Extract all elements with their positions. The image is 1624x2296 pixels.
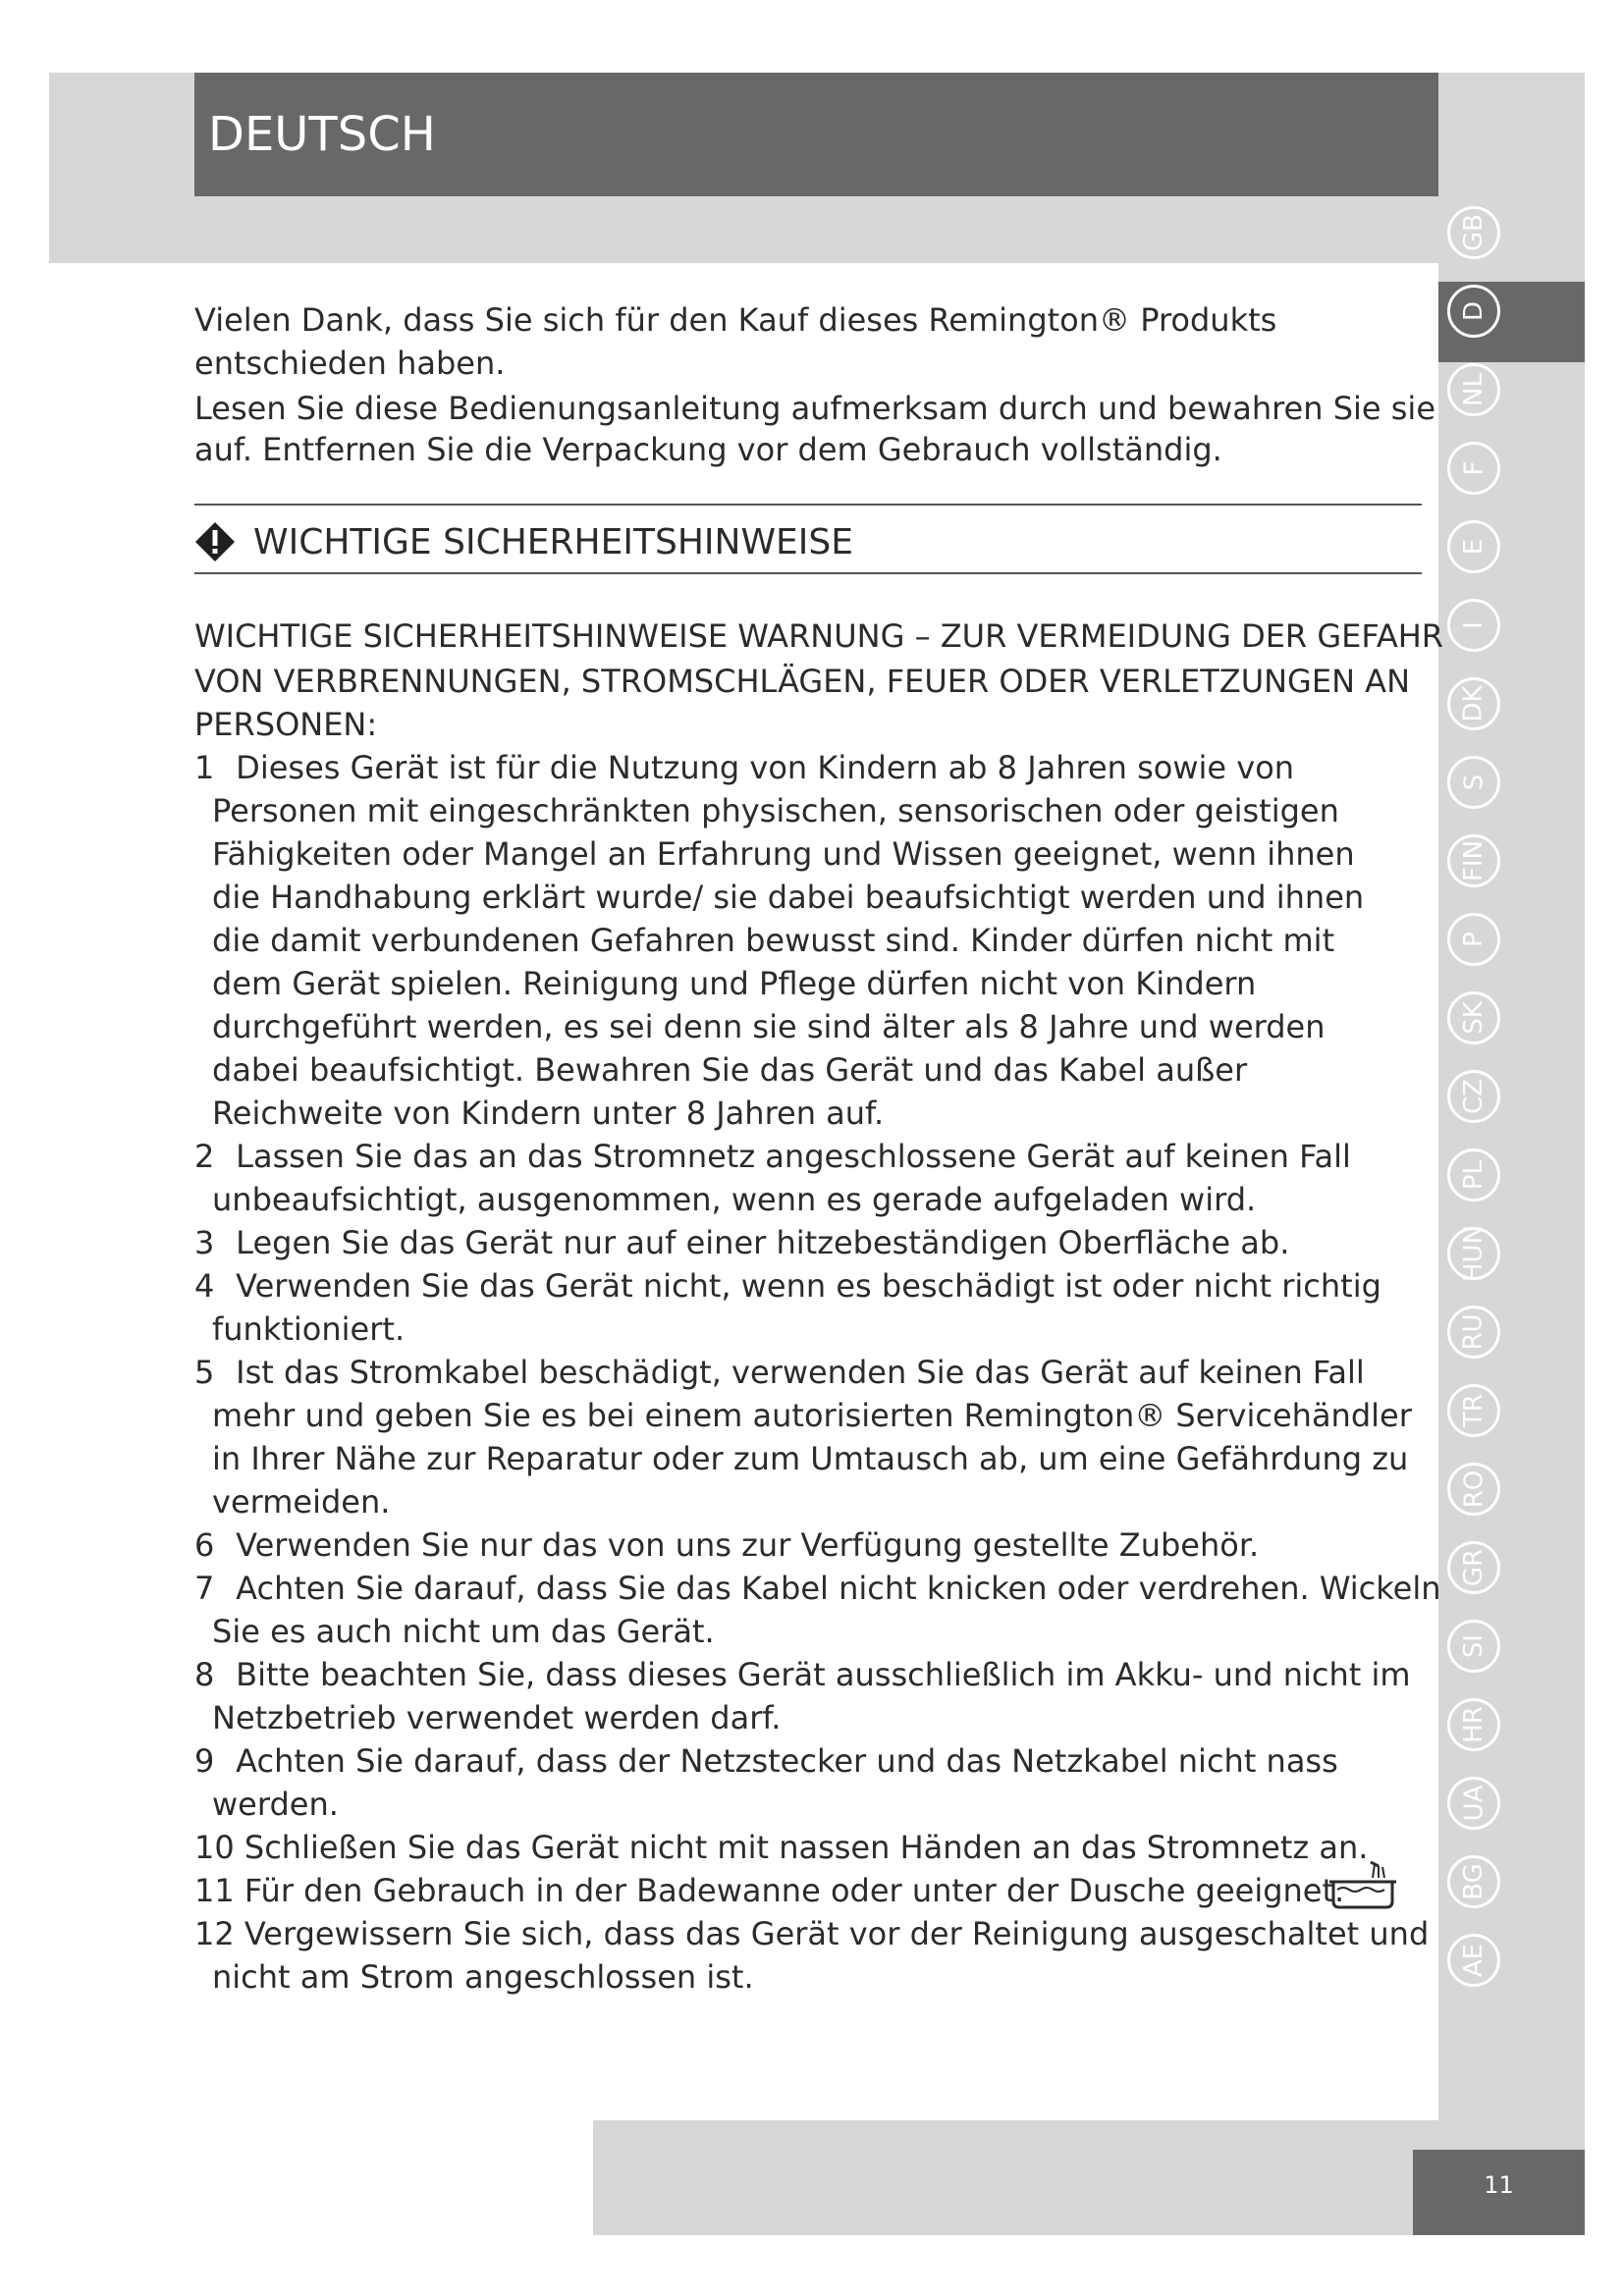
lang-tab-si[interactable]: [1447, 1617, 1500, 1676]
section-title: WICHTIGE SICHERHEITSHINWEISE: [253, 521, 853, 562]
lang-label: FIN: [1458, 839, 1489, 882]
safety-item-line: [194, 1869, 1432, 1912]
lang-label: RO: [1459, 1469, 1489, 1509]
safety-item-line: [194, 876, 1432, 919]
lang-pill: [1447, 1070, 1500, 1123]
safety-item-line: [194, 1135, 1432, 1178]
lang-pill: [1447, 756, 1500, 809]
lang-label: BG: [1459, 1863, 1489, 1900]
lang-label: NL: [1459, 373, 1489, 406]
lang-label: I: [1458, 621, 1489, 629]
safety-item-line: [194, 1178, 1432, 1221]
item-text: nicht am Strom angeschlossen ist.: [212, 1958, 754, 1996]
lang-tab-ua[interactable]: [1447, 1774, 1500, 1833]
lang-label: TR: [1458, 1394, 1489, 1427]
lang-pill: [1447, 1306, 1500, 1359]
safety-item-11: [194, 1869, 1432, 1912]
lang-label: PL: [1458, 1159, 1489, 1191]
item-text: funktioniert.: [212, 1310, 406, 1348]
safety-item-line: [194, 1480, 1432, 1523]
lang-pill: [1447, 442, 1500, 495]
lang-tab-pl[interactable]: [1447, 1146, 1500, 1204]
safety-item-10: [194, 1826, 1432, 1869]
lang-label: CZ: [1459, 1079, 1489, 1114]
item-text: Verwenden Sie das Gerät nicht, wenn es beschädigt ist oder nicht richtig: [236, 1267, 1381, 1305]
safety-item-line: [194, 1351, 1432, 1394]
lang-pill: [1447, 1148, 1500, 1201]
item-text: werden.: [212, 1786, 339, 1823]
lang-tab-fin[interactable]: [1447, 831, 1500, 890]
safety-item-line: [194, 962, 1432, 1005]
lang-tab-i[interactable]: [1447, 596, 1500, 655]
safety-item-line: [194, 1394, 1432, 1437]
lang-pill: [1447, 599, 1500, 652]
safety-item-line: [194, 1955, 1432, 1999]
lang-pill: [1447, 834, 1500, 887]
item-text: dem Gerät spielen. Reinigung und Pflege dürfen nicht von Kindern: [212, 965, 1257, 1002]
lang-label: F: [1459, 460, 1489, 476]
warning-diamond-icon: [194, 521, 236, 562]
item-text: Dieses Gerät ist für die Nutzung von Kindern ab 8 Jahren sowie von: [236, 749, 1295, 786]
item-text: in Ihrer Nähe zur Reparatur oder zum Umtausch ab, um eine Gefährdung zu: [212, 1440, 1409, 1477]
item-text: die damit verbundenen Gefahren bewusst sind. Kinder dürfen nicht mit: [212, 922, 1335, 959]
lang-label: HR: [1459, 1706, 1489, 1743]
lang-pill: [1447, 677, 1500, 730]
safety-item-line: [194, 1653, 1432, 1696]
lang-label: GB: [1458, 214, 1489, 251]
lang-pill: [1447, 991, 1500, 1044]
safety-item-9: [194, 1739, 1432, 1826]
safety-item-line: [194, 1092, 1432, 1135]
safety-item-line: [194, 919, 1432, 962]
safety-item-line: [194, 1739, 1432, 1783]
lang-pill: [1447, 1855, 1500, 1908]
item-number: 2: [194, 1138, 215, 1175]
lang-tab-gr[interactable]: [1447, 1538, 1500, 1597]
item-number: 11: [194, 1872, 235, 1909]
safety-item-line: [194, 1264, 1432, 1308]
safety-item-5: [194, 1351, 1432, 1523]
item-text: unbeaufsichtigt, ausgenommen, wenn es gerade aufgeladen wird.: [212, 1181, 1257, 1218]
lang-tab-hun[interactable]: [1447, 1224, 1500, 1283]
safety-item-6: [194, 1523, 1432, 1567]
item-number: 3: [194, 1224, 215, 1261]
item-text: durchgeführt werden, es sei denn sie sind älter als 8 Jahre und werden: [212, 1008, 1326, 1045]
safety-item-3: [194, 1221, 1432, 1264]
item-text: Ist das Stromkabel beschädigt, verwenden Sie das Gerät auf keinen Fall: [236, 1354, 1365, 1391]
lang-tab-hr[interactable]: [1447, 1695, 1500, 1754]
lang-tab-p[interactable]: [1447, 910, 1500, 969]
lang-pill: [1447, 520, 1500, 573]
footer-band: [593, 2120, 1438, 2235]
item-text: Legen Sie das Gerät nur auf einer hitzebeständigen Oberfläche ab.: [236, 1224, 1290, 1261]
lang-tab-sk[interactable]: [1447, 988, 1500, 1047]
intro-line-1: Vielen Dank, dass Sie sich für den Kauf dieses Remington® Produkts: [194, 301, 1277, 339]
lang-pill: [1447, 1620, 1500, 1673]
item-text: vermeiden.: [212, 1483, 391, 1521]
lang-pill: [1447, 1463, 1500, 1516]
safety-item-line: [194, 1221, 1432, 1264]
intro-line-3: Lesen Sie diese Bedienungsanleitung aufmerksam durch und bewahren Sie sie: [194, 390, 1435, 427]
item-number: 5: [194, 1354, 215, 1391]
intro-line-2: entschieden haben.: [194, 345, 506, 382]
lang-tab-ro[interactable]: [1447, 1460, 1500, 1519]
lang-tab-gb[interactable]: [1447, 203, 1500, 262]
safety-item-7: [194, 1567, 1441, 1653]
item-text: die Handhabung erklärt wurde/ sie dabei beaufsichtigt werden und ihnen: [212, 879, 1365, 916]
safety-item-line: [194, 1523, 1432, 1567]
lang-pill: [1447, 1777, 1500, 1830]
lang-tab-cz[interactable]: [1447, 1067, 1500, 1126]
item-text: Achten Sie darauf, dass Sie das Kabel nicht knicken oder verdrehen. Wickeln: [236, 1570, 1441, 1607]
lang-tab-ru[interactable]: [1447, 1303, 1500, 1362]
item-text: Verwenden Sie nur das von uns zur Verfügung gestellte Zubehör.: [236, 1526, 1260, 1564]
lang-tab-tr[interactable]: [1447, 1381, 1500, 1440]
item-text: Personen mit eingeschränkten physischen, sensorischen oder geistigen: [212, 792, 1339, 829]
item-text: Fähigkeiten oder Mangel an Erfahrung und Wissen geeignet, wenn ihnen: [212, 835, 1355, 873]
lang-tab-bg[interactable]: [1447, 1852, 1500, 1911]
section-rule-top: [194, 504, 1422, 506]
page-number: 11: [1484, 2171, 1514, 2199]
section-heading: [194, 512, 853, 571]
lang-label: RU: [1458, 1313, 1489, 1351]
safety-item-12: [194, 1912, 1432, 1999]
lang-label: DK: [1458, 685, 1489, 722]
item-number: 9: [194, 1742, 215, 1780]
section-rule-bottom: [194, 572, 1422, 574]
item-text: Vergewissern Sie sich, dass das Gerät vor der Reinigung ausgeschaltet und: [244, 1915, 1430, 1952]
lang-tab-d[interactable]: [1447, 282, 1500, 341]
lang-pill: [1447, 1224, 1500, 1283]
lang-tab-nl[interactable]: [1447, 360, 1500, 419]
lang-pill: [1447, 1934, 1500, 1987]
safety-item-line: [194, 1826, 1432, 1869]
lang-label: P: [1459, 932, 1489, 947]
safety-item-1: [194, 746, 1432, 1135]
item-number: 12: [194, 1915, 235, 1952]
item-text: Netzbetrieb verwendet werden darf.: [212, 1699, 782, 1736]
lang-pill: [1447, 1384, 1500, 1437]
lang-pill: [1447, 363, 1500, 416]
lang-pill: [1447, 1541, 1500, 1594]
item-text: mehr und geben Sie es bei einem autorisierten Remington® Servicehändler: [212, 1397, 1412, 1434]
item-text: Achten Sie darauf, dass der Netzstecker und das Netzkabel nicht nass: [236, 1742, 1338, 1780]
safety-item-line: [194, 832, 1432, 876]
item-number: 6: [194, 1526, 215, 1564]
safety-item-line: [194, 1912, 1432, 1955]
intro-line-4: auf. Entfernen Sie die Verpackung vor dem Gebrauch vollständig.: [194, 431, 1222, 468]
safety-item-line: [194, 1610, 1432, 1653]
safety-item-4: [194, 1264, 1432, 1351]
lang-label: UA: [1458, 1785, 1489, 1822]
page-title: DEUTSCH: [208, 107, 436, 162]
lang-pill: [1447, 206, 1500, 259]
lang-label: E: [1459, 538, 1489, 556]
lang-label: GR: [1459, 1548, 1489, 1587]
item-text: Sie es auch nicht um das Gerät.: [212, 1613, 715, 1650]
lang-label: HUN: [1459, 1224, 1489, 1283]
item-number: 1: [194, 749, 215, 786]
item-text: Für den Gebrauch in der Badewanne oder unter der Dusche geeignet.: [244, 1872, 1345, 1909]
lang-label: S: [1458, 774, 1489, 791]
bathtub-shower-icon: [1327, 1858, 1398, 1911]
lang-pill: [1447, 285, 1500, 338]
item-text: Reichweite von Kindern unter 8 Jahren auf.: [212, 1095, 885, 1132]
warning-line-1: WICHTIGE SICHERHEITSHINWEISE WARNUNG – ZUR VERMEIDUNG DER GEFAHR: [194, 617, 1443, 655]
lang-label: SK: [1459, 1001, 1489, 1035]
safety-item-line: [194, 746, 1432, 789]
lang-tab-ae[interactable]: [1447, 1931, 1500, 1990]
item-text: Lassen Sie das an das Stromnetz angeschlossene Gerät auf keinen Fall: [236, 1138, 1351, 1175]
item-text: dabei beaufsichtigt. Bewahren Sie das Gerät und das Kabel außer: [212, 1051, 1248, 1089]
warning-line-3: PERSONEN:: [194, 706, 378, 743]
lang-tab-s[interactable]: [1447, 753, 1500, 812]
page-number-box: [1413, 2150, 1585, 2235]
safety-item-line: [194, 1437, 1432, 1480]
safety-item-line: [194, 1696, 1432, 1739]
lang-pill: [1447, 913, 1500, 966]
lang-label: D: [1459, 300, 1489, 322]
title-bar: [194, 73, 1438, 196]
lang-tab-dk[interactable]: [1447, 674, 1500, 733]
item-number: 10: [194, 1829, 235, 1866]
lang-pill: [1447, 1698, 1500, 1751]
safety-item-line: [194, 1308, 1432, 1351]
warning-line-2: VON VERBRENNUNGEN, STROMSCHLÄGEN, FEUER ODER VERLETZUNGEN AN: [194, 663, 1410, 700]
item-number: 8: [194, 1656, 215, 1693]
item-number: 4: [194, 1267, 215, 1305]
safety-item-line: [194, 1567, 1441, 1610]
safety-item-line: [194, 1783, 1432, 1826]
safety-item-line: [194, 789, 1432, 832]
safety-item-line: [194, 1048, 1432, 1092]
item-number: 7: [194, 1570, 215, 1607]
lang-tab-f[interactable]: [1447, 439, 1500, 498]
lang-label: SI: [1458, 1633, 1489, 1659]
safety-item-2: [194, 1135, 1432, 1221]
item-text: Bitte beachten Sie, dass dieses Gerät ausschließlich im Akku- und nicht im: [236, 1656, 1411, 1693]
item-text: Schließen Sie das Gerät nicht mit nassen Händen an das Stromnetz an.: [244, 1829, 1369, 1866]
safety-item-line: [194, 1005, 1432, 1048]
safety-item-8: [194, 1653, 1432, 1739]
lang-tab-e[interactable]: [1447, 517, 1500, 576]
lang-label: AE: [1459, 1943, 1489, 1978]
